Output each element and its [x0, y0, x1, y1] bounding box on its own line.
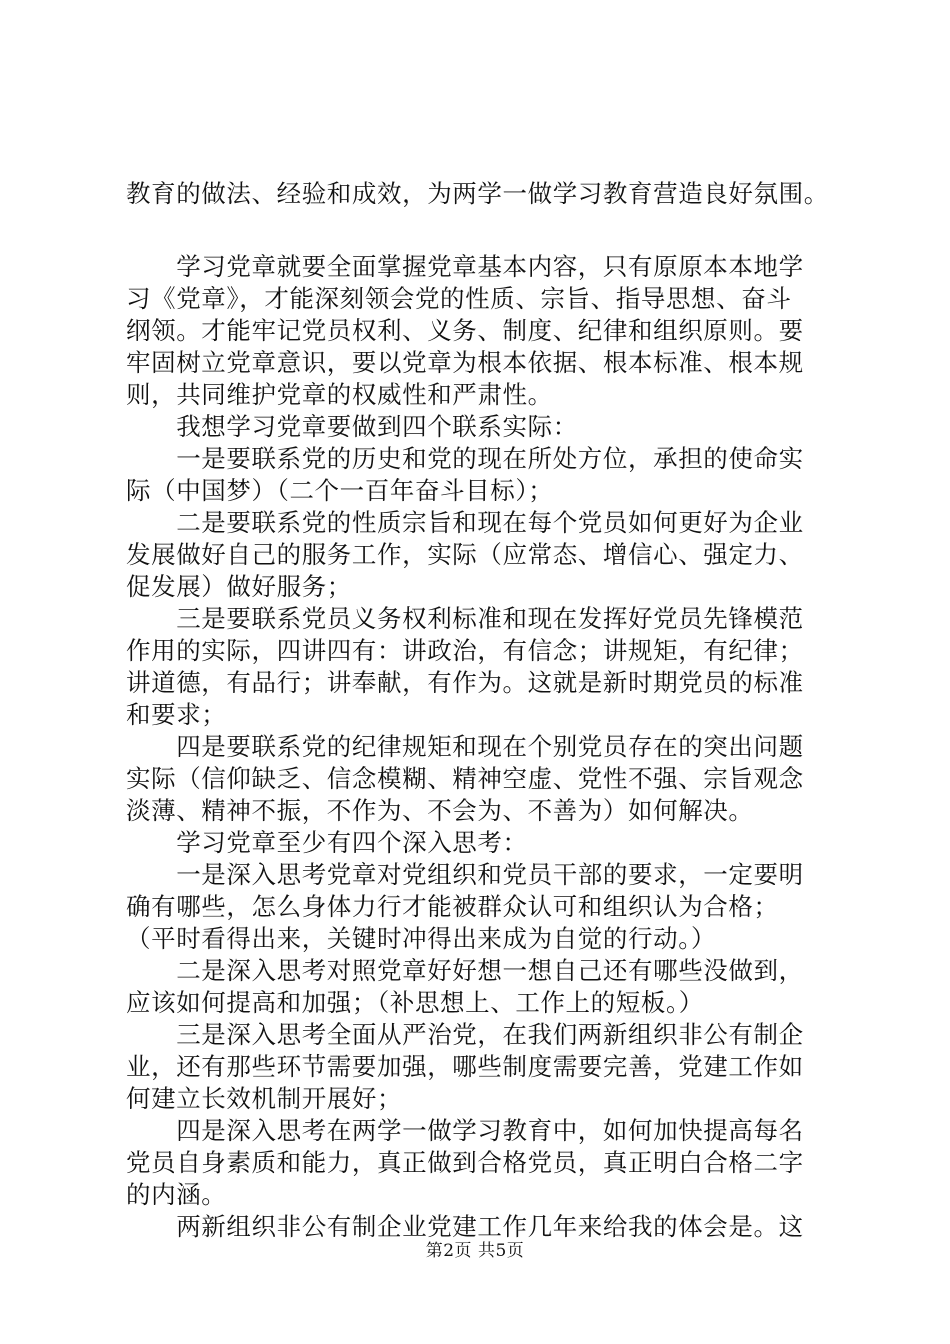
text-line: 实际（信仰缺乏、信念模糊、精神空虚、党性不强、宗旨观念 [126, 764, 804, 793]
text-line: 一是要联系党的历史和党的现在所处方位，承担的使命实 [126, 444, 804, 473]
text-line: 则，共同维护党章的权威性和严肃性。 [126, 380, 553, 409]
text-line: 应该如何提高和加强；（补思想上、工作上的短板。） [126, 988, 704, 1017]
text-line: 牢固树立党章意识，要以党章为根本依据、根本标准、根本规 [126, 348, 804, 377]
text-line: 业，还有那些环节需要加强，哪些制度需要完善，党建工作如 [126, 1052, 804, 1081]
text-line: 的内涵。 [126, 1180, 227, 1209]
text-line: 淡薄、精神不振，不作为、不会为、不善为）如何解决。 [126, 796, 754, 825]
text-line: 二是要联系党的性质宗旨和现在每个党员如何更好为企业 [126, 508, 804, 537]
text-line: 教育的做法、经验和成效，为两学一做学习教育营造良好氛围。 [126, 179, 829, 208]
text-line: 学习党章就要全面掌握党章基本内容，只有原原本本地学 [126, 252, 804, 281]
text-line: 三是深入思考全面从严治党，在我们两新组织非公有制企 [126, 1020, 804, 1049]
text-line: 促发展）做好服务； [126, 572, 352, 601]
text-line: 确有哪些，怎么身体力行才能被群众认可和组织认为合格； [126, 892, 779, 921]
text-line: 纲领。才能牢记党员权利、义务、制度、纪律和组织原则。要 [126, 316, 804, 345]
text-line: 际（中国梦）（二个一百年奋斗目标）； [126, 476, 554, 505]
text-line: 和要求； [126, 700, 227, 729]
text-line: （平时看得出来，关键时冲得出来成为自觉的行动。） [126, 924, 717, 953]
text-line: 二是深入思考对照党章好好想一想自己还有哪些没做到， [126, 956, 804, 985]
text-line: 习《党章》，才能深刻领会党的性质、宗旨、指导思想、奋斗 [126, 284, 792, 313]
text-line: 四是要联系党的纪律规矩和现在个别党员存在的突出问题 [126, 732, 804, 761]
text-line: 学习党章至少有四个深入思考： [126, 828, 528, 857]
text-line: 两新组织非公有制企业党建工作几年来给我的体会是。这 [126, 1212, 804, 1241]
page-number-footer: 第2页 共5页 [425, 1241, 525, 1261]
text-line: 四是深入思考在两学一做学习教育中，如何加快提高每名 [126, 1116, 804, 1145]
text-line: 三是要联系党员义务权利标准和现在发挥好党员先锋模范 [126, 604, 804, 633]
text-line: 一是深入思考党章对党组织和党员干部的要求，一定要明 [126, 860, 804, 889]
text-line: 党员自身素质和能力，真正做到合格党员，真正明白合格二字 [126, 1148, 804, 1177]
text-line: 我想学习党章要做到四个联系实际： [126, 412, 578, 441]
text-line: 发展做好自己的服务工作，实际（应常态、增信心、强定力、 [126, 540, 804, 569]
text-line: 讲道德，有品行；讲奉献，有作为。这就是新时期党员的标准 [126, 668, 804, 697]
text-line: 何建立长效机制开展好； [126, 1084, 403, 1113]
text-line: 作用的实际，四讲四有：讲政治，有信念；讲规矩，有纪律； [126, 636, 804, 665]
